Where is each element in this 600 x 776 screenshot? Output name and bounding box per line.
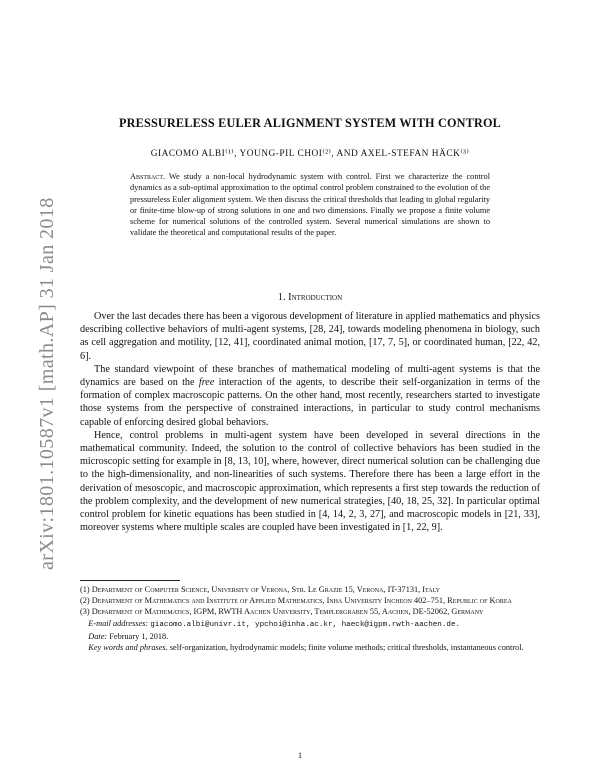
date-value: February 1, 2018. — [109, 631, 169, 641]
abstract-text: We study a non-local hydrodynamic system with control. First we characterize the control dynamics as a sub-optimal approximation to the optimal control problem constrained to the evolution of the pressureless Euler alignment system. We then discuss the critical thresholds that leading to global regularity or finite-time blow-up of strong solutions in one and two dimensions. Finally we propose a finite volume scheme for numerical solutions of the controlled system. Several numerical simulations are shown to validate the theoretical and computational results of the paper. — [130, 172, 490, 238]
paragraph: Hence, control problems in multi-agent system have been developed in several directions in the mathematical community. Indeed, the solution to the control of collective behaviors has been studied in the microscopic setting for example in [8, 13, 10], where, however, direct numerical solution can be challenging due to the high-dimensionality, and non-linearities of such systems. Therefore there has been a large effort in the derivation of mesoscopic, and macroscopic approximation, which represents a first step towards the reduction of the problem complexity, and the development of new numerical strategies, [40, 18, 25, 32]. In particular optimal control problem for kinetic equations has been studied in [4, 14, 2, 3, 27], and macroscopic models in [21, 33], moreover systems where multiple scales are coupled have been investigated in [1, 22, 9]. — [80, 429, 540, 534]
footnote-number: (3) — [80, 607, 90, 617]
footnote-affiliation-2 — [80, 595, 540, 606]
footnotes — [80, 584, 540, 653]
section-number: 1. — [277, 292, 286, 303]
footnote-text: Department of Computer Science, University of Verona, Str. Le Grazie 15, Verona, IT-37131, Italy — [91, 585, 440, 594]
paragraph — [80, 363, 540, 429]
paragraph-text: interaction of the agents, to describe their self-organization in terms of the formation of complex macroscopic patterns. On the other hand, most recently, researchers started to investigate those systems from the perspective of constrained interactions, in particular to study control mechanisms capable of enforcing desired global behaviors. — [80, 377, 540, 428]
footnote-number: (2) — [80, 596, 90, 606]
footnote-affiliation-1 — [80, 584, 540, 595]
arxiv-identifier: arXiv:1801.10587v1 [math.AP] 31 Jan 2018 — [36, 197, 58, 570]
emphasis-text: free — [198, 377, 215, 389]
paragraph-text: The standard viewpoint of these branches of mathematical modeling of multi-agent systems is that the dynamics are based on the — [80, 363, 540, 389]
footnote-text: Department of Mathematics and Institute of Applied Mathematics, Inha University Incheon 402–751, Republic of Korea — [91, 596, 512, 606]
footnote-rule — [80, 580, 180, 581]
keywords-value: self-organization, hydrodynamic models; finite volume methods; critical thresholds, instantaneous control. — [169, 643, 524, 653]
keywords-label: Key words and phrases. — [88, 643, 168, 653]
section-heading — [80, 292, 540, 303]
body-text — [80, 310, 540, 534]
email-addresses: giacomo.albi@univr.it, ypchoi@inha.ac.kr, haeck@igpm.rwth-aachen.de. — [150, 620, 461, 629]
author-list: GIACOMO ALBI⁽¹⁾, YOUNG-PIL CHOI⁽²⁾, AND AXEL-STEFAN HÄCK⁽³⁾ — [150, 149, 470, 159]
section-title: Introduction — [288, 292, 343, 303]
footnote-number: (1) — [80, 585, 90, 594]
footnote-keywords — [80, 642, 540, 653]
arxiv-stamp — [2, 197, 58, 570]
page-number: 1 — [297, 750, 303, 760]
footnote-emails — [80, 618, 540, 631]
abstract — [130, 171, 490, 239]
footnote-affiliation-3 — [80, 606, 540, 617]
paragraph: Over the last decades there has been a vigorous development of literature in applied mathematics and physics describing collective behaviors of multi-agent systems, [28, 24], towards modeling phenomena in biology, such as cell aggregation and motility, [12, 41], coordinated animal motion, [17, 7, 5], or coordinated human, [22, 42, 6]. — [80, 311, 540, 362]
email-label: E-mail addresses: — [88, 618, 149, 628]
abstract-label: Abstract. — [130, 172, 166, 181]
paper-title: PRESSURELESS EULER ALIGNMENT SYSTEM WITH CONTROL — [119, 116, 501, 130]
footnote-date — [80, 631, 540, 642]
footnote-text: Department of Mathematics, IGPM, RWTH Aachen University, Templergraben 55, Aachen, DE-52062, Germany — [91, 607, 484, 617]
date-label: Date: — [88, 631, 108, 641]
